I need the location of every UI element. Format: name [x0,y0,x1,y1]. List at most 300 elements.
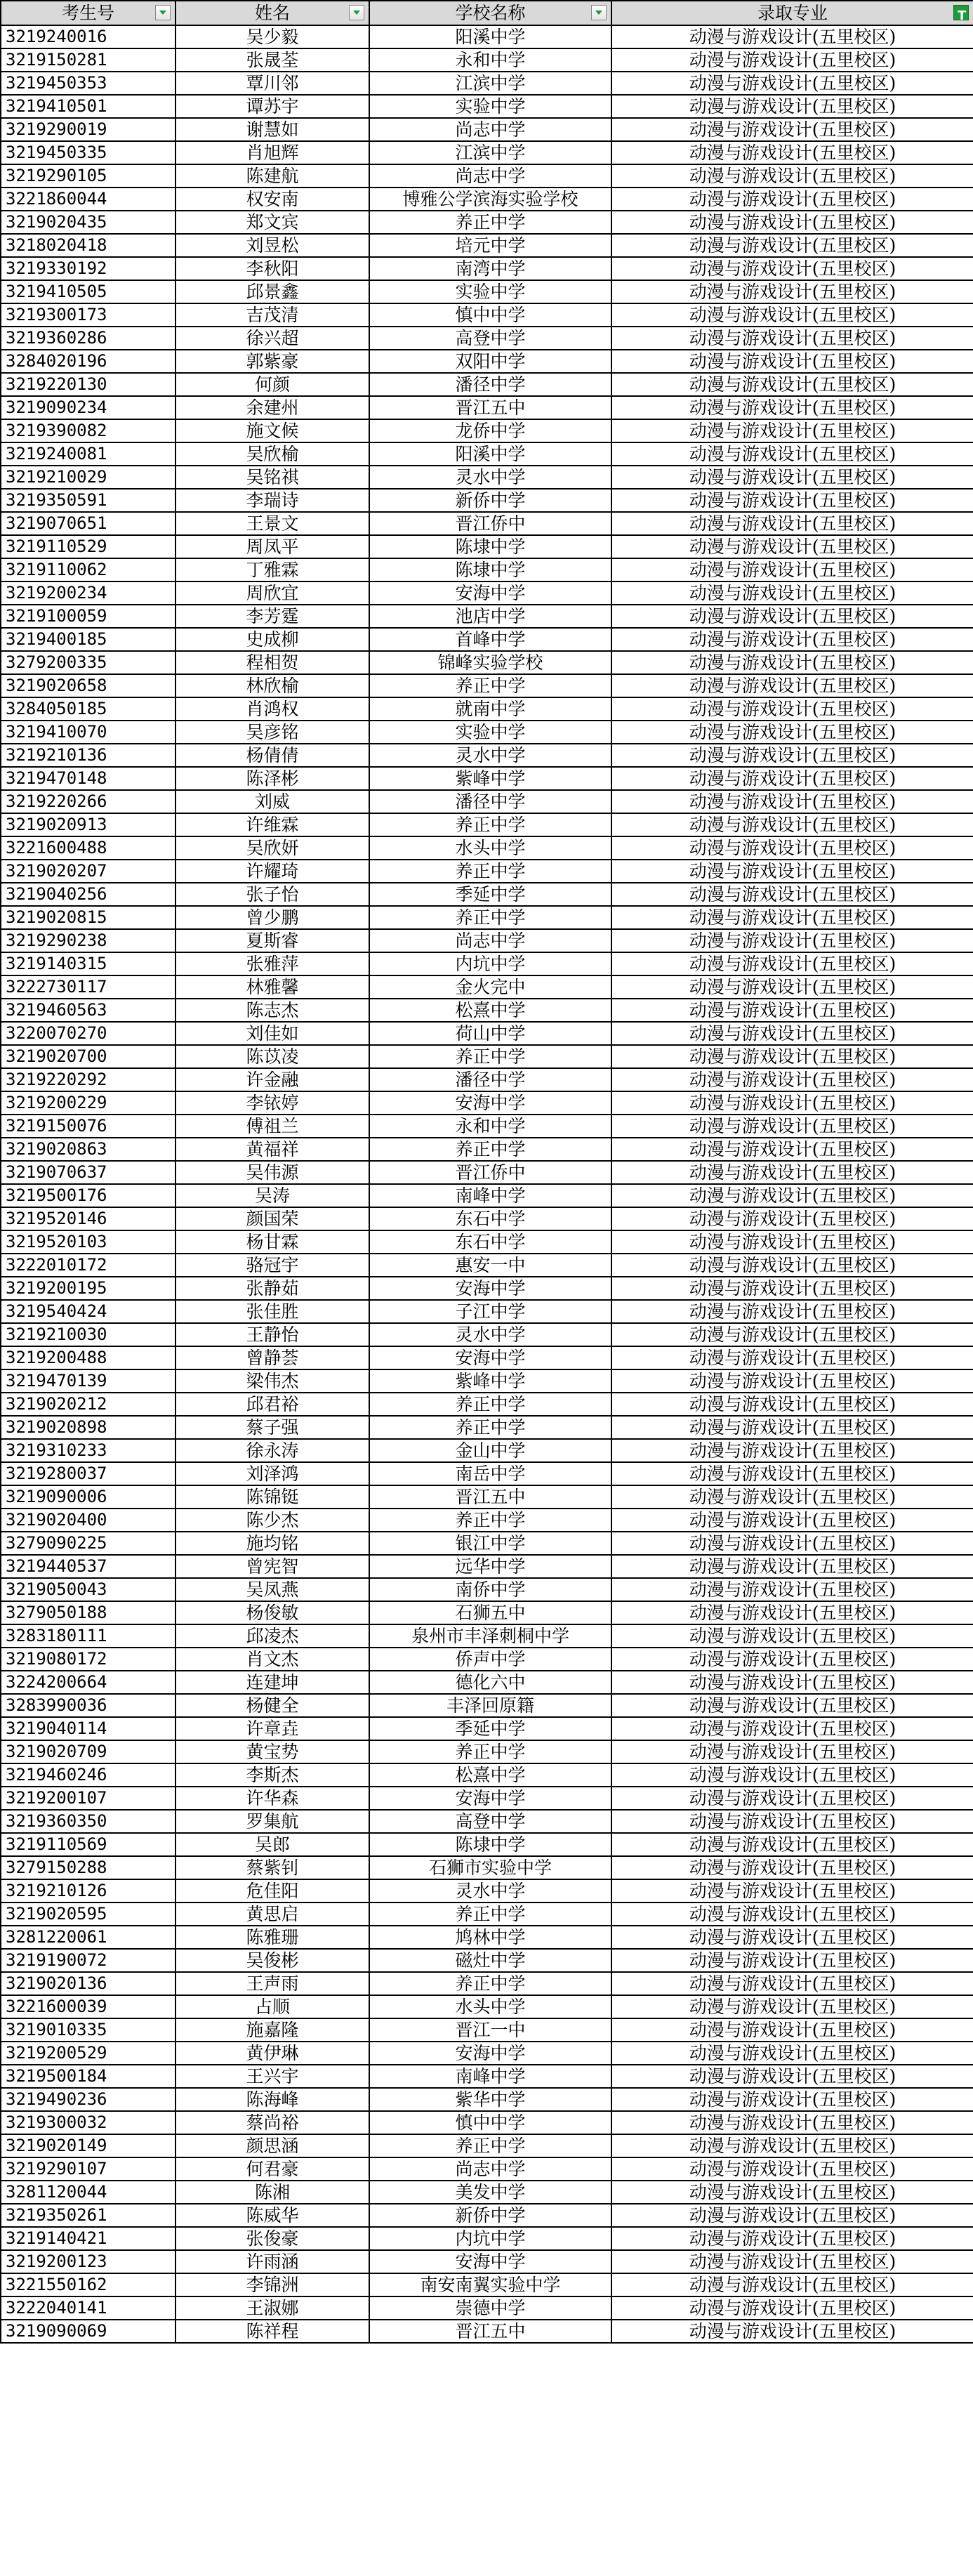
cell-major[interactable]: 动漫与游戏设计(五里校区) [611,466,973,489]
cell-school[interactable]: 养正中学 [369,1045,611,1068]
cell-name[interactable]: 王声雨 [176,1972,369,1995]
table-row[interactable] [1,906,973,929]
cell-school[interactable]: 尚志中学 [369,164,611,188]
cell-school[interactable]: 安海中学 [369,2042,611,2065]
cell-major[interactable]: 动漫与游戏设计(五里校区) [611,1254,973,1277]
cell-major[interactable]: 动漫与游戏设计(五里校区) [611,2227,973,2250]
cell-major[interactable]: 动漫与游戏设计(五里校区) [611,419,973,442]
cell-major[interactable]: 动漫与游戏设计(五里校区) [611,1184,973,1207]
cell-school[interactable]: 晋江一中 [369,2018,611,2042]
cell-school[interactable]: 松熹中学 [369,1763,611,1787]
cell-major[interactable]: 动漫与游戏设计(五里校区) [611,721,973,744]
cell-school[interactable]: 紫峰中学 [369,767,611,790]
cell-exam-id[interactable]: 3219070637 [1,1161,176,1184]
table-row[interactable] [1,350,973,373]
cell-school[interactable]: 养正中学 [369,1903,611,1926]
cell-exam-id[interactable]: 3219020435 [1,211,176,234]
cell-name[interactable]: 占顺 [176,1995,369,2018]
cell-exam-id[interactable]: 3219410501 [1,95,176,118]
cell-exam-id[interactable]: 3219020700 [1,1045,176,1068]
cell-exam-id[interactable]: 3219330192 [1,257,176,280]
cell-exam-id[interactable]: 3219020136 [1,1972,176,1995]
cell-name[interactable]: 陈雅珊 [176,1926,369,1949]
cell-school[interactable]: 金山中学 [369,1439,611,1462]
cell-exam-id[interactable]: 3219200234 [1,581,176,605]
cell-school[interactable]: 阳溪中学 [369,25,611,48]
cell-exam-id[interactable]: 3221550162 [1,2273,176,2296]
cell-exam-id[interactable]: 3219290019 [1,118,176,141]
cell-major[interactable]: 动漫与游戏设计(五里校区) [611,1972,973,1995]
cell-name[interactable]: 陈志杰 [176,999,369,1022]
table-row[interactable] [1,396,973,419]
cell-name[interactable]: 吉茂清 [176,303,369,327]
cell-name[interactable]: 骆冠宇 [176,1254,369,1277]
filter-dropdown-icon[interactable] [155,5,171,20]
cell-exam-id[interactable]: 3279090225 [1,1532,176,1555]
table-row[interactable] [1,790,973,813]
cell-major[interactable]: 动漫与游戏设计(五里校区) [611,1694,973,1717]
cell-name[interactable]: 余建州 [176,396,369,419]
cell-school[interactable]: 养正中学 [369,1416,611,1439]
cell-name[interactable]: 颜思涵 [176,2134,369,2157]
cell-major[interactable]: 动漫与游戏设计(五里校区) [611,489,973,512]
cell-name[interactable]: 郭紫豪 [176,350,369,373]
cell-major[interactable]: 动漫与游戏设计(五里校区) [611,836,973,860]
cell-major[interactable]: 动漫与游戏设计(五里校区) [611,558,973,581]
cell-exam-id[interactable]: 3219020149 [1,2134,176,2157]
cell-school[interactable]: 水头中学 [369,1995,611,2018]
cell-major[interactable]: 动漫与游戏设计(五里校区) [611,188,973,211]
cell-major[interactable]: 动漫与游戏设计(五里校区) [611,1393,973,1416]
cell-school[interactable]: 养正中学 [369,1509,611,1532]
table-row[interactable] [1,1045,973,1068]
cell-school[interactable]: 养正中学 [369,906,611,929]
table-row[interactable] [1,813,973,836]
cell-major[interactable]: 动漫与游戏设计(五里校区) [611,1346,973,1369]
table-row[interactable] [1,442,973,466]
cell-exam-id[interactable]: 3219280037 [1,1462,176,1485]
cell-major[interactable]: 动漫与游戏设计(五里校区) [611,1926,973,1949]
cell-name[interactable]: 吴俊彬 [176,1949,369,1972]
cell-exam-id[interactable]: 3219360350 [1,1810,176,1833]
table-row[interactable] [1,1485,973,1509]
cell-exam-id[interactable]: 3219290107 [1,2157,176,2181]
table-row[interactable] [1,674,973,697]
table-row[interactable] [1,2065,973,2088]
cell-exam-id[interactable]: 3219450353 [1,72,176,95]
filter-dropdown-icon[interactable] [591,5,607,20]
cell-name[interactable]: 何君豪 [176,2157,369,2181]
cell-exam-id[interactable]: 3219020595 [1,1903,176,1926]
cell-school[interactable]: 南安南翼实验中学 [369,2273,611,2296]
cell-school[interactable]: 东石中学 [369,1207,611,1230]
cell-major[interactable]: 动漫与游戏设计(五里校区) [611,141,973,164]
cell-major[interactable]: 动漫与游戏设计(五里校区) [611,2018,973,2042]
cell-major[interactable]: 动漫与游戏设计(五里校区) [611,1763,973,1787]
cell-exam-id[interactable]: 3219500176 [1,1184,176,1207]
cell-school[interactable]: 惠安一中 [369,1254,611,1277]
table-row[interactable] [1,883,973,906]
cell-name[interactable]: 李斯杰 [176,1763,369,1787]
cell-major[interactable]: 动漫与游戏设计(五里校区) [611,1949,973,1972]
cell-major[interactable]: 动漫与游戏设计(五里校区) [611,1230,973,1254]
table-row[interactable] [1,1346,973,1369]
table-row[interactable] [1,697,973,721]
cell-major[interactable]: 动漫与游戏设计(五里校区) [611,327,973,350]
cell-name[interactable]: 夏斯睿 [176,929,369,952]
cell-school[interactable]: 陈埭中学 [369,1833,611,1856]
cell-exam-id[interactable]: 3219050043 [1,1578,176,1601]
cell-school[interactable]: 安海中学 [369,2250,611,2273]
cell-exam-id[interactable]: 3219090006 [1,1485,176,1509]
cell-exam-id[interactable]: 3219090234 [1,396,176,419]
cell-name[interactable]: 陈建航 [176,164,369,188]
cell-school[interactable]: 松熹中学 [369,999,611,1022]
cell-exam-id[interactable]: 3219020898 [1,1416,176,1439]
table-row[interactable] [1,489,973,512]
cell-major[interactable]: 动漫与游戏设计(五里校区) [611,2134,973,2157]
cell-school[interactable]: 阳溪中学 [369,442,611,466]
cell-name[interactable]: 蔡子强 [176,1416,369,1439]
cell-major[interactable]: 动漫与游戏设计(五里校区) [611,952,973,975]
cell-name[interactable]: 陈海峰 [176,2088,369,2111]
cell-school[interactable]: 晋江侨中 [369,1161,611,1184]
cell-name[interactable]: 蔡尚裕 [176,2111,369,2134]
cell-name[interactable]: 李芳霆 [176,605,369,628]
table-row[interactable] [1,1624,973,1648]
cell-name[interactable]: 罗集航 [176,1810,369,1833]
cell-exam-id[interactable]: 3220070270 [1,1022,176,1045]
cell-name[interactable]: 危佳阳 [176,1879,369,1903]
cell-exam-id[interactable]: 3222730117 [1,975,176,999]
cell-school[interactable]: 石狮市实验中学 [369,1856,611,1879]
cell-major[interactable]: 动漫与游戏设计(五里校区) [611,1115,973,1138]
table-row[interactable] [1,2088,973,2111]
cell-school[interactable]: 美发中学 [369,2181,611,2204]
cell-school[interactable]: 侨声中学 [369,1648,611,1671]
cell-name[interactable]: 吴铭祺 [176,466,369,489]
cell-school[interactable]: 崇德中学 [369,2296,611,2320]
table-row[interactable] [1,1393,973,1416]
table-row[interactable] [1,558,973,581]
cell-exam-id[interactable]: 3222010172 [1,1254,176,1277]
cell-exam-id[interactable]: 3219540424 [1,1300,176,1323]
table-row[interactable] [1,2227,973,2250]
cell-school[interactable]: 池店中学 [369,605,611,628]
table-row[interactable] [1,48,973,72]
cell-school[interactable]: 尚志中学 [369,118,611,141]
table-row[interactable] [1,767,973,790]
cell-school[interactable]: 紫峰中学 [369,1369,611,1393]
cell-major[interactable]: 动漫与游戏设计(五里校区) [611,1300,973,1323]
cell-major[interactable]: 动漫与游戏设计(五里校区) [611,164,973,188]
cell-name[interactable]: 邱景鑫 [176,280,369,303]
cell-exam-id[interactable]: 3284050185 [1,697,176,721]
cell-name[interactable]: 许雨涵 [176,2250,369,2273]
cell-name[interactable]: 肖旭辉 [176,141,369,164]
cell-exam-id[interactable]: 3219210029 [1,466,176,489]
cell-school[interactable]: 首峰中学 [369,628,611,651]
cell-name[interactable]: 覃川邻 [176,72,369,95]
cell-school[interactable]: 子江中学 [369,1300,611,1323]
cell-name[interactable]: 刘威 [176,790,369,813]
cell-school[interactable]: 灵水中学 [369,1879,611,1903]
cell-school[interactable]: 新侨中学 [369,489,611,512]
cell-exam-id[interactable]: 3219390082 [1,419,176,442]
cell-exam-id[interactable]: 3219520146 [1,1207,176,1230]
cell-major[interactable]: 动漫与游戏设计(五里校区) [611,95,973,118]
cell-major[interactable]: 动漫与游戏设计(五里校区) [611,280,973,303]
cell-name[interactable]: 许维霖 [176,813,369,836]
table-row[interactable] [1,2157,973,2181]
cell-exam-id[interactable]: 3219140421 [1,2227,176,2250]
cell-major[interactable]: 动漫与游戏设计(五里校区) [611,2065,973,2088]
cell-exam-id[interactable]: 3219040256 [1,883,176,906]
cell-exam-id[interactable]: 3219070651 [1,512,176,535]
cell-major[interactable]: 动漫与游戏设计(五里校区) [611,1856,973,1879]
cell-school[interactable]: 安海中学 [369,1091,611,1115]
cell-name[interactable]: 周欣宜 [176,581,369,605]
cell-major[interactable]: 动漫与游戏设计(五里校区) [611,1787,973,1810]
cell-major[interactable]: 动漫与游戏设计(五里校区) [611,2157,973,2181]
cell-major[interactable]: 动漫与游戏设计(五里校区) [611,860,973,883]
active-filter-icon[interactable] [953,5,969,20]
cell-school[interactable]: 东石中学 [369,1230,611,1254]
cell-name[interactable]: 王景文 [176,512,369,535]
table-row[interactable] [1,952,973,975]
cell-school[interactable]: 内坑中学 [369,952,611,975]
cell-major[interactable]: 动漫与游戏设计(五里校区) [611,581,973,605]
table-row[interactable] [1,1648,973,1671]
cell-exam-id[interactable]: 3219110062 [1,558,176,581]
cell-exam-id[interactable]: 3219200195 [1,1277,176,1300]
cell-major[interactable]: 动漫与游戏设计(五里校区) [611,118,973,141]
table-row[interactable] [1,327,973,350]
cell-school[interactable]: 实验中学 [369,721,611,744]
cell-school[interactable]: 磁灶中学 [369,1949,611,1972]
cell-exam-id[interactable]: 3219100059 [1,605,176,628]
cell-exam-id[interactable]: 3219240016 [1,25,176,48]
cell-exam-id[interactable]: 3219020212 [1,1393,176,1416]
cell-school[interactable]: 高登中学 [369,1810,611,1833]
cell-exam-id[interactable]: 3219220266 [1,790,176,813]
table-row[interactable] [1,2250,973,2273]
cell-exam-id[interactable]: 3219400185 [1,628,176,651]
cell-exam-id[interactable]: 3219290105 [1,164,176,188]
cell-exam-id[interactable]: 3219470148 [1,767,176,790]
cell-name[interactable]: 杨健全 [176,1694,369,1717]
cell-name[interactable]: 施均铭 [176,1532,369,1555]
cell-school[interactable]: 季延中学 [369,883,611,906]
cell-exam-id[interactable]: 3219500184 [1,2065,176,2088]
cell-exam-id[interactable]: 3219210136 [1,744,176,767]
cell-exam-id[interactable]: 3281120044 [1,2181,176,2204]
table-row[interactable] [1,2320,973,2343]
table-row[interactable] [1,1416,973,1439]
table-row[interactable] [1,1230,973,1254]
cell-school[interactable]: 博雅公学滨海实验学校 [369,188,611,211]
table-row[interactable] [1,118,973,141]
cell-school[interactable]: 晋江侨中 [369,512,611,535]
cell-school[interactable]: 养正中学 [369,813,611,836]
cell-major[interactable]: 动漫与游戏设计(五里校区) [611,1439,973,1462]
cell-exam-id[interactable]: 3283990036 [1,1694,176,1717]
cell-major[interactable]: 动漫与游戏设计(五里校区) [611,1578,973,1601]
table-row[interactable] [1,1856,973,1879]
table-row[interactable] [1,628,973,651]
cell-name[interactable]: 郑文宾 [176,211,369,234]
cell-major[interactable]: 动漫与游戏设计(五里校区) [611,1555,973,1578]
table-row[interactable] [1,257,973,280]
table-row[interactable] [1,1903,973,1926]
cell-school[interactable]: 养正中学 [369,674,611,697]
cell-name[interactable]: 张俊豪 [176,2227,369,2250]
table-row[interactable] [1,1787,973,1810]
cell-major[interactable]: 动漫与游戏设计(五里校区) [611,1277,973,1300]
table-row[interactable] [1,373,973,396]
table-row[interactable] [1,25,973,48]
cell-major[interactable]: 动漫与游戏设计(五里校区) [611,1068,973,1091]
cell-school[interactable]: 南湾中学 [369,257,611,280]
cell-school[interactable]: 慎中中学 [369,303,611,327]
cell-school[interactable]: 陈埭中学 [369,558,611,581]
cell-major[interactable]: 动漫与游戏设计(五里校区) [611,48,973,72]
cell-school[interactable]: 金火完中 [369,975,611,999]
cell-major[interactable]: 动漫与游戏设计(五里校区) [611,1833,973,1856]
table-row[interactable] [1,975,973,999]
table-row[interactable] [1,581,973,605]
cell-school[interactable]: 尚志中学 [369,929,611,952]
cell-major[interactable]: 动漫与游戏设计(五里校区) [611,257,973,280]
table-row[interactable] [1,1068,973,1091]
cell-school[interactable]: 内坑中学 [369,2227,611,2250]
cell-major[interactable]: 动漫与游戏设计(五里校区) [611,25,973,48]
cell-exam-id[interactable]: 3219010335 [1,2018,176,2042]
cell-major[interactable]: 动漫与游戏设计(五里校区) [611,1879,973,1903]
cell-name[interactable]: 许耀琦 [176,860,369,883]
cell-name[interactable]: 何颜 [176,373,369,396]
cell-name[interactable]: 施文候 [176,419,369,442]
cell-name[interactable]: 陈威华 [176,2204,369,2227]
table-row[interactable] [1,1091,973,1115]
table-row[interactable] [1,1323,973,1346]
cell-name[interactable]: 丁雅霖 [176,558,369,581]
cell-major[interactable]: 动漫与游戏设计(五里校区) [611,1369,973,1393]
cell-major[interactable]: 动漫与游戏设计(五里校区) [611,790,973,813]
cell-school[interactable]: 安海中学 [369,581,611,605]
cell-exam-id[interactable]: 3219410505 [1,280,176,303]
cell-exam-id[interactable]: 3219200107 [1,1787,176,1810]
cell-name[interactable]: 陈少杰 [176,1509,369,1532]
cell-school[interactable]: 银江中学 [369,1532,611,1555]
cell-major[interactable]: 动漫与游戏设计(五里校区) [611,1509,973,1532]
cell-name[interactable]: 黄伊琳 [176,2042,369,2065]
cell-exam-id[interactable]: 3219020815 [1,906,176,929]
cell-name[interactable]: 李秋阳 [176,257,369,280]
cell-name[interactable]: 吴凤燕 [176,1578,369,1601]
cell-name[interactable]: 李锦洲 [176,2273,369,2296]
cell-name[interactable]: 程相贺 [176,651,369,674]
cell-school[interactable]: 荷山中学 [369,1022,611,1045]
cell-name[interactable]: 吴郎 [176,1833,369,1856]
cell-name[interactable]: 李铱婷 [176,1091,369,1115]
cell-major[interactable]: 动漫与游戏设计(五里校区) [611,1462,973,1485]
cell-major[interactable]: 动漫与游戏设计(五里校区) [611,303,973,327]
table-row[interactable] [1,605,973,628]
table-row[interactable] [1,1555,973,1578]
cell-name[interactable]: 许金融 [176,1068,369,1091]
table-row[interactable] [1,2134,973,2157]
cell-exam-id[interactable]: 3219090069 [1,2320,176,2343]
table-row[interactable] [1,1207,973,1230]
cell-exam-id[interactable]: 3283180111 [1,1624,176,1648]
cell-major[interactable]: 动漫与游戏设计(五里校区) [611,1740,973,1763]
cell-major[interactable]: 动漫与游戏设计(五里校区) [611,1532,973,1555]
cell-name[interactable]: 张雅萍 [176,952,369,975]
cell-school[interactable]: 南峰中学 [369,2065,611,2088]
cell-name[interactable]: 肖鸿权 [176,697,369,721]
cell-school[interactable]: 远华中学 [369,1555,611,1578]
cell-exam-id[interactable]: 3219200123 [1,2250,176,2273]
cell-major[interactable]: 动漫与游戏设计(五里校区) [611,674,973,697]
cell-name[interactable]: 吴伟源 [176,1161,369,1184]
cell-school[interactable]: 双阳中学 [369,350,611,373]
table-row[interactable] [1,188,973,211]
cell-name[interactable]: 王兴宇 [176,2065,369,2088]
cell-major[interactable]: 动漫与游戏设计(五里校区) [611,744,973,767]
table-row[interactable] [1,280,973,303]
cell-name[interactable]: 谢慧如 [176,118,369,141]
table-row[interactable] [1,744,973,767]
table-row[interactable] [1,1671,973,1694]
cell-name[interactable]: 杨倩倩 [176,744,369,767]
cell-major[interactable]: 动漫与游戏设计(五里校区) [611,1601,973,1624]
cell-major[interactable]: 动漫与游戏设计(五里校区) [611,2250,973,2273]
cell-name[interactable]: 林雅馨 [176,975,369,999]
cell-school[interactable]: 晋江五中 [369,396,611,419]
cell-name[interactable]: 陈泽彬 [176,767,369,790]
table-row[interactable] [1,1578,973,1601]
table-row[interactable] [1,2018,973,2042]
cell-exam-id[interactable]: 3219440537 [1,1555,176,1578]
cell-exam-id[interactable]: 3219080172 [1,1648,176,1671]
cell-exam-id[interactable]: 3219360286 [1,327,176,350]
cell-school[interactable]: 石狮五中 [369,1601,611,1624]
table-row[interactable] [1,2296,973,2320]
cell-major[interactable]: 动漫与游戏设计(五里校区) [611,1810,973,1833]
cell-major[interactable]: 动漫与游戏设计(五里校区) [611,234,973,257]
cell-name[interactable]: 杨甘霖 [176,1230,369,1254]
cell-major[interactable]: 动漫与游戏设计(五里校区) [611,2111,973,2134]
cell-school[interactable]: 实验中学 [369,280,611,303]
cell-exam-id[interactable]: 3219020658 [1,674,176,697]
cell-exam-id[interactable]: 3219040114 [1,1717,176,1740]
cell-major[interactable]: 动漫与游戏设计(五里校区) [611,813,973,836]
cell-exam-id[interactable]: 3219460246 [1,1763,176,1787]
cell-major[interactable]: 动漫与游戏设计(五里校区) [611,350,973,373]
cell-name[interactable]: 曾少鹏 [176,906,369,929]
cell-name[interactable]: 吴彦铭 [176,721,369,744]
cell-exam-id[interactable]: 3219460563 [1,999,176,1022]
cell-major[interactable]: 动漫与游戏设计(五里校区) [611,929,973,952]
cell-name[interactable]: 谭苏宇 [176,95,369,118]
cell-major[interactable]: 动漫与游戏设计(五里校区) [611,1416,973,1439]
table-row[interactable] [1,1879,973,1903]
cell-major[interactable]: 动漫与游戏设计(五里校区) [611,396,973,419]
cell-exam-id[interactable]: 3219410070 [1,721,176,744]
cell-name[interactable]: 杨俊敏 [176,1601,369,1624]
cell-major[interactable]: 动漫与游戏设计(五里校区) [611,1091,973,1115]
